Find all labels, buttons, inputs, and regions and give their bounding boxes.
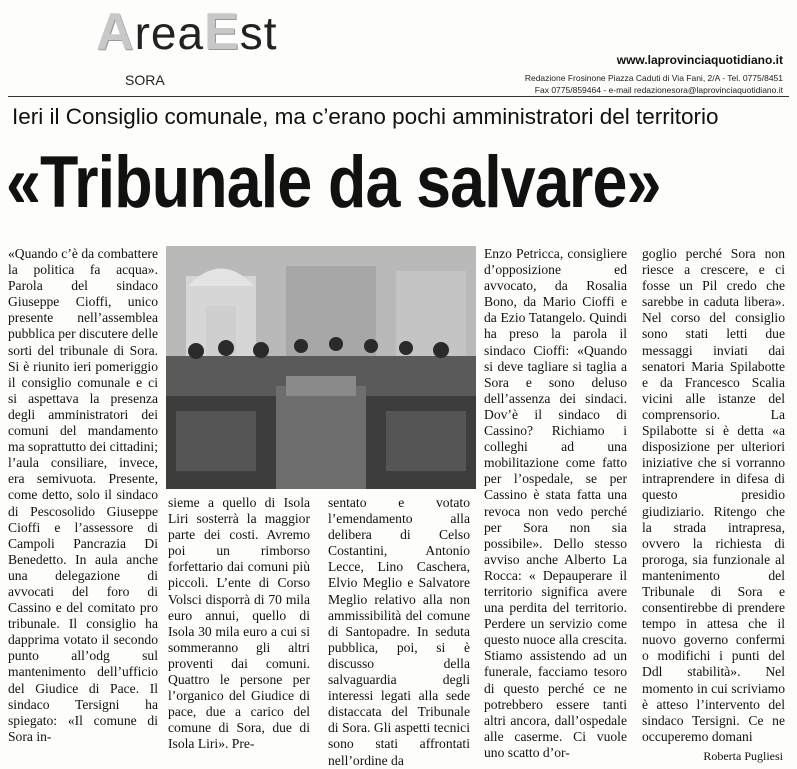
article-column-1: «Quando c’è da combattere la politica fa acqua». Parola del sindaco Giuseppe Cioffi, unico presente nell’assemblea pubblica per discutere delle sorti del tribunale di Sora. Si è riunito ieri pomeriggio il consiglio comunale e ci si aspettava la presenza degli amministratori dei comuni del mandamento ma soprattutto dei cittadini; l’aula consiliare, invece, era semivuota. Presente, come detto, solo il sindaco di Pescosolido Giuseppe Cioffi e l’assessore di Campoli Pancrazia Di Benedetto. In aula anche una delegazione di avvocati del foro di Cassino e del comitato pro tribunale. Il consiglio ha dapprima votato il secondo punto all’odg sul mantenimento dell’ufficio del Giudice di Pace. Il sindaco Tersigni ha spiegato: «Il comune di Sora in- — [8, 246, 158, 744]
author-signature: Roberta Pugliesi — [703, 749, 783, 763]
article-column-4: Enzo Petricca, consigliere d’opposizione ed avvocato, da Rosalia Bono, da Mario Cioffi e da Ezio Tatangelo. Quindi ha preso la parola il sindaco Cioffi: «Quando si deve tagliare si taglia a Sora e sono deluso dell’assenza dei sindaci. Dov’è il sindaco di Cassino? Richiamo i colleghi ad una mobilitazione come fatto per l’ospedale, se per Cassino è stata fatta una revoca non vedo perché per Sora non sia possibile». Dello stesso avviso anche Alberto La Rocca: « Depauperare il territorio significa avere una perdita del territorio. Perdere un servizio come questo nuoce alla crescita. Stiamo assistendo ad un funerale, facciamo tesoro di questo perché ce ne potrebbero essere tanti altri ancora, dall’ospedale alle caserme. Ci vuole uno scatto d’or- — [484, 246, 627, 760]
site-url-text: www.laprovinciaquotidiano.it — [616, 53, 783, 67]
logo-letter-e: E — [204, 3, 240, 61]
article-headline: «Tribunale da salvare» — [6, 142, 661, 223]
header-divider — [8, 96, 789, 97]
logo-text-st: st — [239, 7, 278, 59]
article-column-2: sieme a quello di Isola Liri sosterrà la maggior parte dei costi. Avremo poi un rimborso forfettario dai comuni più piccoli. L’ente di Corso Volsci disporrà di 70 mila euro annui, quello di Isola 30 mila euro a cui si sommeranno gli altri proventi dai comuni. Quattro le persone per l’organico del Giudice di pace, due a carico del comune di Sora, due di Isola Liri». Pre- — [168, 495, 310, 752]
article-column-3: sentato e votato l’emendamento alla delibera di Celso Costantini, Antonio Lecce, Lino Caschera, Elvio Meglio e Salvatore Meglio relativo alla non ammissibilità del comune di Santopadre. In seduta pubblica, poi, si è discusso della salvaguardia degli interessi legati alla sede distaccata del Tribunale di Sora. Gli aspetti tecnici sono stati affrontati nell’ordine da — [328, 495, 470, 768]
logo-text-rea: rea — [134, 7, 205, 59]
section-label: SORA — [125, 72, 165, 88]
areaest-logo — [96, 3, 278, 61]
logo-letter-a: A — [96, 3, 135, 61]
contact-info — [525, 72, 783, 96]
article-subhead: Ieri il Consiglio comunale, ma c’erano pochi amministratori del territorio — [12, 104, 719, 129]
contact-line-2: Fax 0775/859464 - e-mail redazionesora@laprovinciaquotidiano.it — [534, 85, 783, 95]
photo-illustration — [166, 246, 476, 489]
article-column-5: goglio perché Sora non riesce a crescere, e ci fosse un Pil credo che sarebbe in caduta libera». Nel corso del consiglio sono stati letti due messaggi inviati dai senatori Maria Spilabotte e da Francesco Scalia vicini alle istanze del comprensorio. La Spilabotte si è detta «a disposizione per ulteriori iniziative che si vorranno intraprendere in difesa di questo presidio giudiziario. Ritengo che la strada intrapresa, ovvero la richiesta di proroga, sia funzionale al mantenimento del Tribunale di Sora e consentirebbe di prendere tempo in attesa che il nuovo governo confermi o modifichi i punti del Ddl stabilità». Nel momento in cui scriviamo è atteso l’intervento del sindaco Tersigni. Ce ne occuperemo domani — [642, 246, 785, 744]
council-chamber-photo — [166, 246, 476, 489]
contact-line-1: Redazione Frosinone Piazza Caduti di Via Fani, 2/A - Tel. 0775/8451 — [524, 73, 783, 83]
site-url[interactable] — [617, 53, 783, 67]
